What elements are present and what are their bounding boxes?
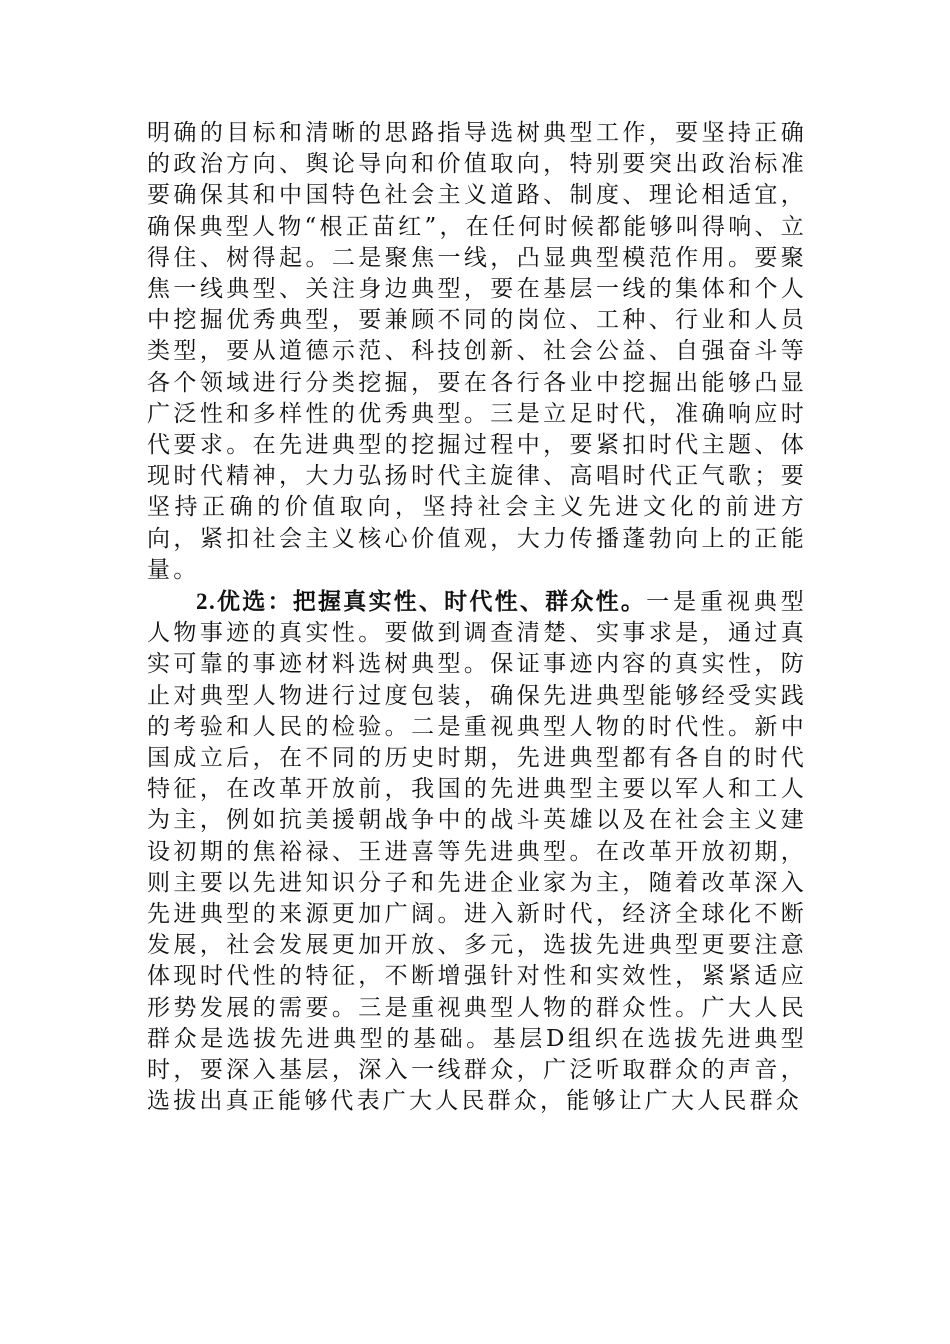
paragraph-2 <box>147 586 807 1117</box>
document-body <box>147 118 807 1118</box>
paragraph-1: 明确的目标和清晰的思路指导选树典型工作，要坚持正确的政治方向、舆论导向和价值取向，特别要突出政治标准要确保其和中国特色社会主义道路、制度、理论相适宜，确保典型人物“根正苗红”，在任何时候都能够叫得响、立得住、树得起。二是聚焦一线，凸显典型模范作用。要聚焦一线典型、关注身边典型，要在基层一线的集体和个人中挖掘优秀典型，要兼顾不同的岗位、工种、行业和人员类型，要从道德示范、科技创新、社会公益、自强奋斗等各个领域进行分类挖掘，要在各行各业中挖掘出能够凸显广泛性和多样性的优秀典型。三是立足时代，准确响应时代要求。在先进典型的挖掘过程中，要紧扣时代主题、体现时代精神，大力弘扬时代主旋律、高唱时代正气歌；要坚持正确的价值取向，坚持社会主义先进文化的前进方向，紧扣社会主义核心价值观，大力传播蓬勃向上的正能量。 <box>147 120 807 583</box>
section-heading-2: 2.优选：把握真实性、时代性、群众性。 <box>196 589 647 615</box>
paragraph-2-body: 一是重视典型人物事迹的真实性。要做到调查清楚、实事求是，通过真实可靠的事迹材料选树典型。保证事迹内容的真实性，防止对典型人物进行过度包装，确保先进典型能够经受实践的考验和人民的检验。二是重视典型人物的时代性。新中国成立后，在不同的历史时期，先进典型都有各自的时代特征，在改革开放前，我国的先进典型主要以军人和工人为主，例如抗美援朝战争中的战斗英雄以及在社会主义建设初期的焦裕禄、王进喜等先进典型。在改革开放初期，则主要以先进知识分子和先进企业家为主，随着改革深入先进典型的来源更加广阔。进入新时代，经济全球化不断发展，社会发展更加开放、多元，选拔先进典型更要注意体现时代性的特征，不断增强针对性和实效性，紧紧适应形势发展的需要。三是重视典型人物的群众性。广大人民群众是选拔先进典型的基础。基层D组织在选拔先进典型时，要深入基层，深入一线群众，广泛听取群众的声音，选拔出真正能够代表广大人民群众，能够让广大人民群众 <box>147 589 807 1115</box>
